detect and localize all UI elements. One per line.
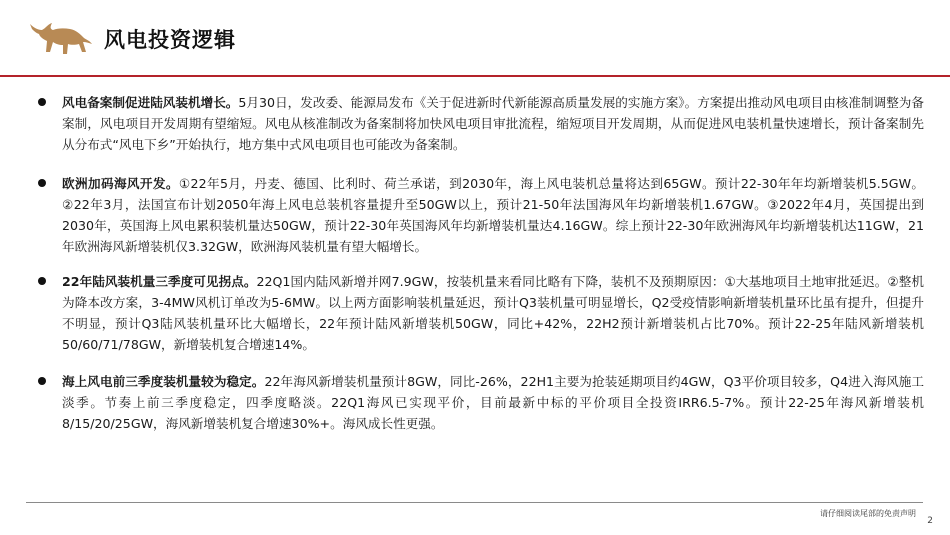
list-item [36, 271, 924, 355]
bullet-list [36, 92, 924, 434]
paragraph-lead: 22年陆风装机量三季度可见拐点。 [62, 274, 257, 289]
paragraph [62, 173, 924, 257]
paragraph-body: 22Q1国内陆风新增并网7.9GW，按装机量来看同比略有下降，装机不及预期原因：①大基地项目土地审批延迟。②整机为降本改方案，3-4MW风机订单改为5-6MW。以上两方面影响装机量延迟，预计Q3装机量可明显增长，Q2受疫情影响新增装机量环比虽有提升，但提升不明显，预计Q3陆风装机量环比大幅增长，22年预计陆风新增装机50GW，同比+42%，22H2预计新增装机占比70%。预计22-25年陆风新增装机50/60/71/78GW，新增装机复合增速14%。 [62, 274, 924, 352]
header-divider [0, 75, 950, 77]
paragraph-lead: 欧洲加码海风开发。 [62, 176, 179, 191]
disclaimer-note: 请仔细阅读尾部的免责声明 [820, 509, 916, 518]
paragraph [62, 371, 924, 434]
paragraph-lead: 风电备案制促进陆风装机增长。 [62, 95, 239, 110]
page-header [0, 0, 950, 78]
page-number: 2 [927, 516, 933, 526]
bullet-icon [38, 179, 46, 187]
list-item [36, 92, 924, 155]
bullet-icon [38, 98, 46, 106]
paragraph-body: 5月30日，发改委、能源局发布《关于促进新时代新能源高质量发展的实施方案》。方案提出推动风电项目由核准制调整为备案制，风电项目开发周期有望缩短。风电从核准制改为备案制将加快风电项目审批流程，缩短项目开发周期，从而促进风电装机量快速增长，预计备案制先从分布式“风电下乡”开始执行，地方集中式风电项目也可能改为备案制。 [62, 95, 925, 152]
page-title: 风电投资逻辑 [104, 28, 236, 52]
paragraph [62, 92, 924, 155]
bullet-icon [38, 377, 46, 385]
bull-logo-icon [28, 14, 94, 56]
footer-divider [26, 502, 923, 503]
list-item [36, 371, 924, 434]
bullet-icon [38, 277, 46, 285]
paragraph-body: 22年海风新增装机量预计8GW，同比-26%，22H1主要为抢装延期项目约4GW，Q3平价项目较多，Q4进入海风施工淡季。节奏上前三季度稳定，四季度略淡。22Q1海风已实现平价，目前最新中标的平价项目全投资IRR6.5-7%。预计22-25年海风新增装机8/15/20/25GW，海风新增装机复合增速30%+。海风成长性更强。 [62, 374, 924, 431]
paragraph [62, 271, 924, 355]
paragraph-body: ①22年5月，丹麦、德国、比利时、荷兰承诺，到2030年，海上风电装机总量将达到65GW。预计22-30年年均新增装机5.5GW。②22年3月，法国宣布计划2050年海上风电总装机容量提升至50GW以上，预计21-50年法国海风年均新增装机1.67GW。③2022年4月，英国提出到2030年，英国海上风电累积装机量达50GW，预计22-30年英国海风年均新增装机量达4.16GW。综上预计22-30年欧洲海风年均新增装机达11GW，21年欧洲海风新增装机仅3.32GW，欧洲海风装机量有望大幅增长。 [62, 176, 925, 254]
list-item [36, 173, 924, 257]
paragraph-lead: 海上风电前三季度装机量较为稳定。 [62, 374, 265, 389]
